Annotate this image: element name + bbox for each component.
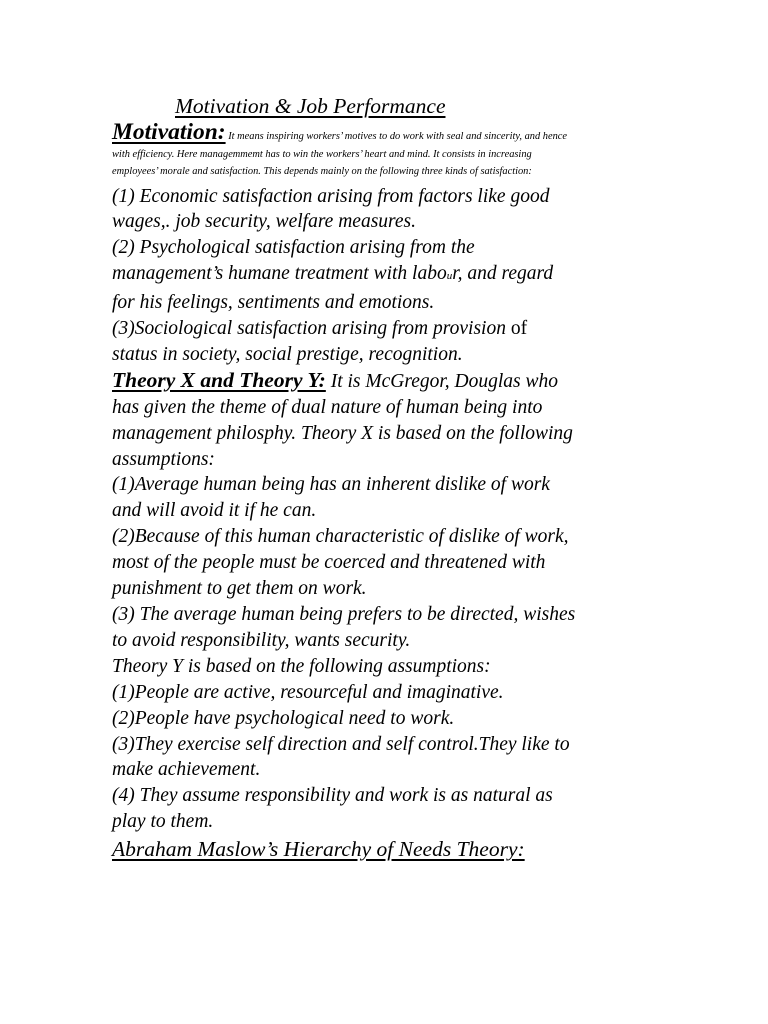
text-line: Theory Y is based on the following assumptions:	[112, 655, 491, 677]
motivation-text-line-2: with efficiency. Here managemmemt has to win the workers’ heart and mind. It consists in increasing	[112, 148, 532, 160]
text-line: has given the theme of dual nature of human being into	[112, 396, 543, 418]
document-title: Motivation & Job Performance	[175, 94, 446, 118]
text-line: (2)Because of this human characteristic of dislike of work,	[112, 526, 569, 548]
text-line: (1) Economic satisfaction arising from factors like good	[112, 185, 550, 207]
text-line: make achievement.	[112, 759, 261, 781]
text-fragment: management’s humane treatment with labo	[112, 263, 447, 285]
text-line: (2) Psychological satisfaction arising from the	[112, 237, 475, 259]
text-line: status in society, social prestige, recognition.	[112, 343, 463, 365]
motivation-paragraph	[112, 121, 657, 180]
text-line: assumptions:	[112, 448, 215, 470]
text-line: for his feelings, sentiments and emotions.	[112, 292, 435, 314]
text-line: punishment to get them on work.	[112, 578, 367, 600]
satisfaction-list	[112, 184, 657, 368]
text-line: (3) The average human being prefers to be directed, wishes	[112, 604, 576, 625]
motivation-text-line-3: employees’ morale and satisfaction. This depends mainly on the following three kinds of satisfaction:	[112, 166, 532, 177]
text-line: (1)Average human being has an inherent dislike of work	[112, 474, 550, 496]
document-page	[112, 92, 657, 863]
maslow-heading: Abraham Maslow’s Hierarchy of Needs Theory:	[112, 837, 525, 862]
text-line: management philosphy. Theory X is based on the following	[112, 422, 573, 444]
text-line	[112, 316, 657, 342]
text-line: (3)They exercise self direction and self control.They like to	[112, 733, 570, 755]
text-fragment: u	[446, 270, 453, 283]
motivation-text-line-1: It means inspiring workers’ motives to do work with seal and sincerity, and hence	[225, 131, 568, 142]
text-line: and will avoid it if he can.	[112, 500, 317, 522]
text-line: (4) They assume responsibility and work is as natural as	[112, 785, 553, 807]
motivation-heading: Motivation:	[112, 119, 226, 145]
text-fragment: of	[510, 318, 528, 340]
text-line: play to them.	[112, 811, 214, 833]
text-fragment: r, and regard	[452, 263, 554, 285]
text-line: wages,. job security, welfare measures.	[112, 211, 417, 233]
theory-heading: Theory X and Theory Y:	[112, 367, 326, 392]
text-line	[112, 261, 657, 290]
text-line: most of the people must be coerced and threatened with	[112, 552, 546, 574]
text-line: (1)People are active, resourceful and imaginative.	[112, 681, 504, 703]
text-line: to avoid responsibility, wants security.	[112, 629, 411, 651]
text-line: (2)People have psychological need to work.	[112, 707, 455, 729]
text-fragment: It is McGregor, Douglas who	[325, 370, 559, 392]
text-fragment: (3)Sociological satisfaction arising from provision	[112, 318, 511, 340]
theory-section	[112, 368, 657, 835]
text-line	[112, 368, 657, 395]
